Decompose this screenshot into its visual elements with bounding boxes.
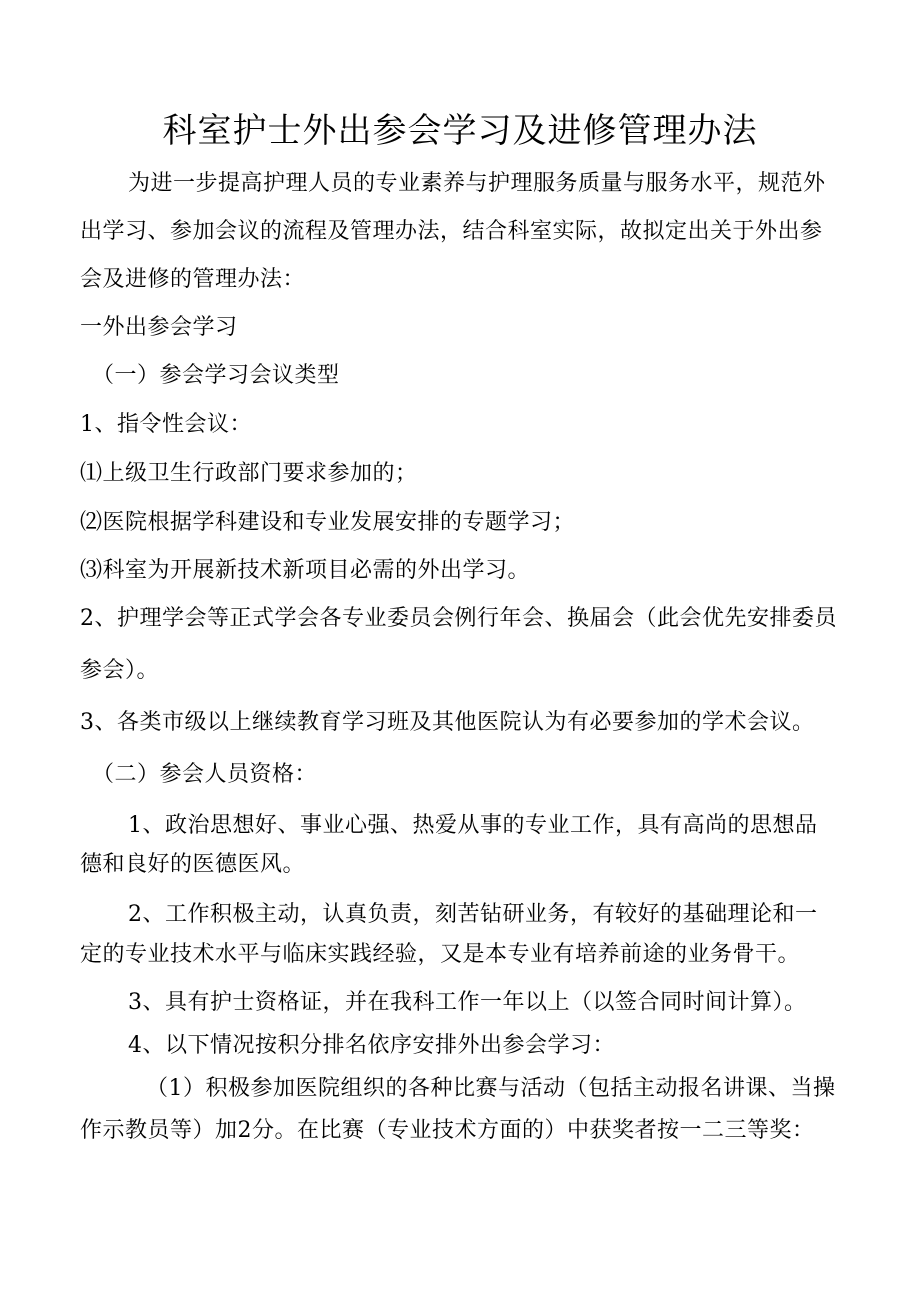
list-item: 1、指令性会议： xyxy=(80,412,252,437)
list-item: 作示教员等）加2分。在比赛（专业技术方面的）中获奖者按一二三等奖： xyxy=(80,1118,815,1143)
list-item: 4、以下情况按积分排名依序安排外出参会学习： xyxy=(128,1033,615,1058)
list-item: 2、护理学会等正式学会各专业委员会例行年会、换届会（此会优先安排委员 xyxy=(80,606,837,631)
list-item: 参会）。 xyxy=(80,658,160,683)
paragraph-line: 为进一步提高护理人员的专业素养与护理服务质量与服务水平，规范外 xyxy=(128,171,826,196)
paragraph-line: 会及进修的管理办法： xyxy=(80,267,306,292)
section-heading: 一外出参会学习 xyxy=(80,315,238,340)
list-item: 德和良好的医德医风。 xyxy=(80,852,306,877)
list-item: 2、工作积极主动，认真负责，刻苦钻研业务，有较好的基础理论和一 xyxy=(128,902,818,927)
list-item: 3、具有护士资格证，并在我科工作一年以上（以签合同时间计算）。 xyxy=(128,990,807,1015)
list-item: ⑶科室为开展新技术新项目必需的外出学习。 xyxy=(80,558,531,583)
list-item: 1、政治思想好、事业心强、热爱从事的专业工作，具有高尚的思想品 xyxy=(128,813,818,838)
paragraph-line: 出学习、参加会议的流程及管理办法，结合科室实际，故拟定出关于外出参 xyxy=(80,219,823,244)
list-item: ⑵医院根据学科建设和专业发展安排的专题学习； xyxy=(80,510,576,535)
document-title: 科室护士外出参会学习及进修管理办法 xyxy=(162,111,758,151)
list-item: 3、各类市级以上继续教育学习班及其他医院认为有必要参加的学术会议。 xyxy=(80,710,815,735)
list-item: （1）积极参加医院组织的各种比赛与活动（包括主动报名讲课、当操 xyxy=(146,1076,836,1101)
list-item: 定的专业技术水平与临床实践经验，又是本专业有培养前途的业务骨干。 xyxy=(80,942,801,967)
list-item: ⑴上级卫生行政部门要求参加的； xyxy=(80,461,418,486)
subsection-heading: （二）参会人员资格： xyxy=(92,762,318,787)
subsection-heading: （一）参会学习会议类型 xyxy=(92,363,340,388)
